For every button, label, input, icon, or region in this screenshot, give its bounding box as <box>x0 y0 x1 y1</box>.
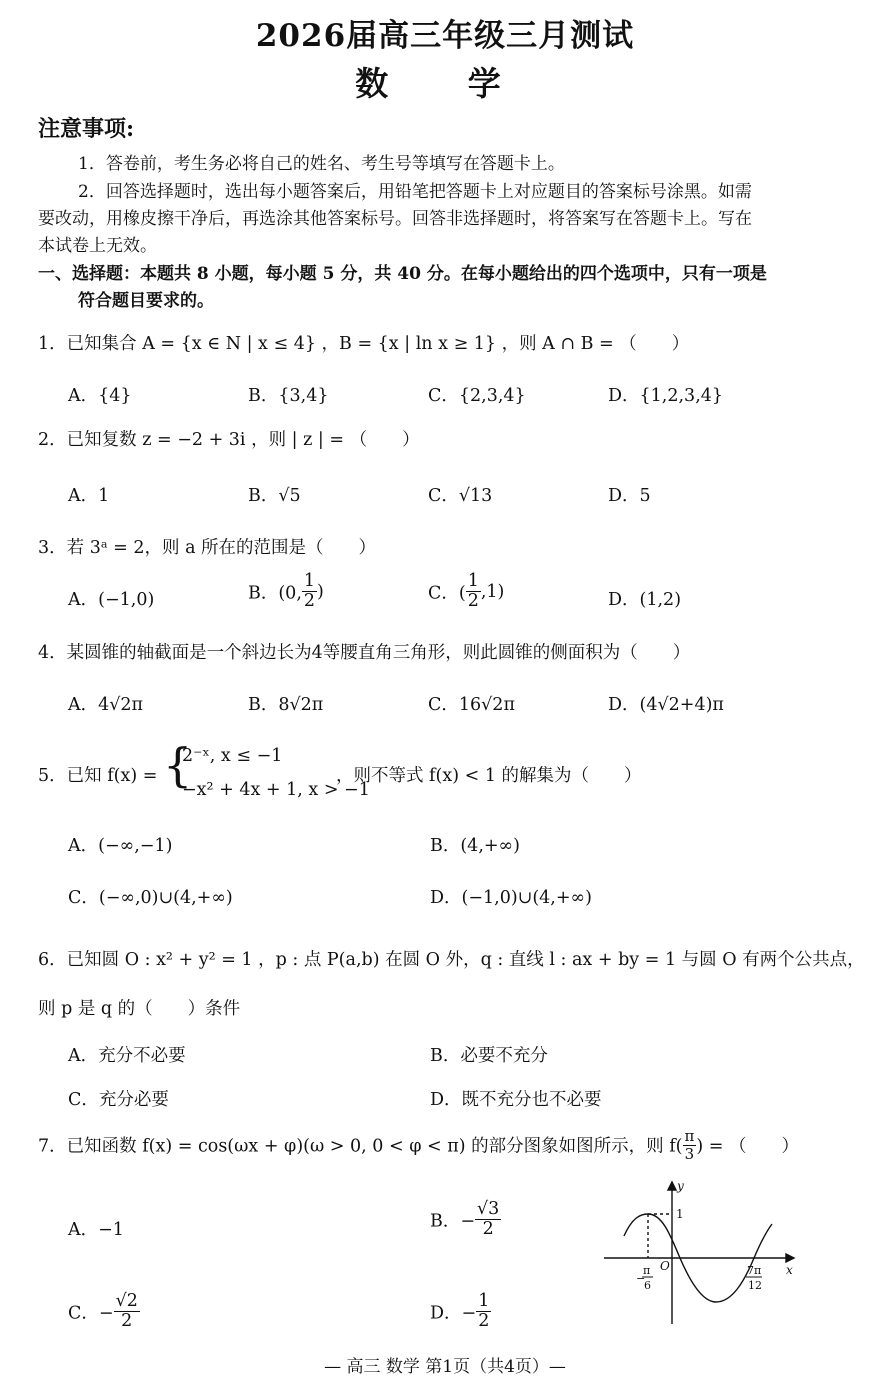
notice-item-1: 1．答卷前，考生务必将自己的姓名、考生号等填写在答题卡上。 <box>78 154 565 174</box>
question-5-piece-1: 2⁻ˣ, x ≤ −1 <box>182 746 283 766</box>
question-4-option-c: C．16√2π <box>428 695 515 715</box>
question-7-stem-prefix: 7．已知函数 f(x) = cos(ωx + φ)(ω > 0, 0 < φ < π) 的部分图象如图所示，则 f( <box>38 1136 683 1157</box>
y-tick-label: 1 <box>676 1207 684 1221</box>
question-6-option-a: A．充分不必要 <box>68 1046 186 1066</box>
x-tick-right-numerator: 7π <box>747 1264 762 1277</box>
fraction-numerator: √2 <box>115 1291 138 1311</box>
question-7-option-b <box>430 1200 501 1240</box>
question-5-stem-suffix: ，则不等式 f(x) < 1 的解集为（ ） <box>336 766 642 786</box>
fraction-numerator: √3 <box>477 1199 500 1219</box>
notice-item-2-line-3: 本试卷上无效。 <box>38 236 157 256</box>
notice-heading: 注意事项: <box>38 116 135 142</box>
question-6-option-b: B．必要不充分 <box>430 1046 548 1066</box>
question-4-stem: 4．某圆锥的轴截面是一个斜边长为4等腰直角三角形，则此圆锥的侧面积为（ ） <box>38 643 691 663</box>
question-1-stem: 1．已知集合 A = {x ∈ N | x ≤ 4} ，B = {x | ln x ≥ 1} ，则 A ∩ B = （ ） <box>38 334 690 354</box>
section-heading-line-1: 一、选择题：本题共 8 小题，每小题 5 分，共 40 分。在每小题给出的四个选项中，只有一项是 <box>38 264 767 284</box>
question-6-stem-line-2: 则 p 是 q 的（ ）条件 <box>38 999 241 1019</box>
exam-subject: 数 学 <box>355 64 535 103</box>
question-5-option-c: C．(−∞,0)∪(4,+∞) <box>68 888 233 908</box>
question-5-option-b: B．(4,+∞) <box>430 836 520 856</box>
question-7-stem-suffix: ) = （ ） <box>696 1136 799 1157</box>
fraction-pi-over-3 <box>683 1128 697 1162</box>
x-tick-left-denominator: 6 <box>644 1279 651 1292</box>
question-3-option-b <box>248 572 324 612</box>
fraction-denominator: 2 <box>121 1311 133 1332</box>
question-2-option-c: C．√13 <box>428 486 493 506</box>
option-b-suffix: ) <box>317 581 324 602</box>
question-6-option-d: D．既不充分也不必要 <box>430 1090 602 1110</box>
page-footer: — 高三 数学 第1页（共4页）— <box>324 1357 566 1377</box>
fraction-numerator: 1 <box>467 571 479 591</box>
question-2-option-a: A．1 <box>68 486 110 506</box>
x-axis-arrow-icon <box>786 1254 794 1262</box>
question-6-stem-line-1: 6．已知圆 O : x² + y² = 1 ，p : 点 P(a,b) 在圆 O 外，q : 直线 l : ax + by = 1 与圆 O 有两个公共点， <box>38 950 865 970</box>
fraction-denominator: 2 <box>303 591 316 612</box>
question-4-option-b: B．8√2π <box>248 695 324 715</box>
question-2-option-b: B．√5 <box>248 486 301 506</box>
fraction-denominator: 2 <box>467 591 479 612</box>
y-axis-label: y <box>677 1179 684 1193</box>
notice-item-2-line-1: 2．回答选择题时，选出每小题答案后，用铅笔把答题卡上对应题目的答案标号涂黑。如需 <box>78 182 752 202</box>
question-3-option-a: A．(−1,0) <box>68 590 155 610</box>
question-2-option-d: D．5 <box>608 486 651 506</box>
fraction-numerator: 1 <box>303 571 316 591</box>
fraction-denominator: 3 <box>684 1144 695 1163</box>
option-c-prefix: C．− <box>68 1303 114 1324</box>
left-brace: { <box>163 738 193 792</box>
question-7-option-a: A．−1 <box>68 1220 124 1240</box>
fraction-sqrt2-over-2 <box>114 1292 140 1332</box>
question-7-stem <box>38 1128 799 1162</box>
fraction-numerator: π <box>684 1127 695 1145</box>
question-1-option-a: A．{4} <box>68 386 132 406</box>
question-2-stem: 2．已知复数 z = −2 + 3i ，则 | z | = （ ） <box>38 430 420 450</box>
question-4-option-a: A．4√2π <box>68 695 144 715</box>
fraction-one-half <box>476 1292 491 1332</box>
cosine-graph <box>600 1178 800 1328</box>
section-heading-line-2: 符合题目要求的。 <box>78 291 214 311</box>
notice-item-2-line-2: 要改动，用橡皮擦干净后，再选涂其他答案标号。回答非选择题时，将答案写在答题卡上。写在 <box>38 209 752 229</box>
question-7-option-c <box>68 1292 140 1332</box>
x-axis-label: x <box>786 1263 793 1277</box>
question-3-option-d: D．(1,2) <box>608 590 682 610</box>
question-5-option-a: A．(−∞,−1) <box>68 836 173 856</box>
option-d-prefix: D．− <box>430 1303 477 1324</box>
option-c-suffix: ,1) <box>480 581 505 602</box>
x-tick-right-denominator: 12 <box>748 1279 762 1292</box>
option-b-prefix: B．− <box>430 1211 476 1232</box>
question-5-option-d: D．(−1,0)∪(4,+∞) <box>430 888 592 908</box>
question-5-stem-prefix: 5．已知 f(x) = <box>38 766 158 786</box>
fraction-denominator: 2 <box>478 1311 490 1332</box>
question-1-option-c: C．{2,3,4} <box>428 386 526 406</box>
question-1-option-b: B．{3,4} <box>248 386 329 406</box>
fraction-sqrt3-over-2 <box>475 1200 501 1240</box>
option-c-prefix: C．( <box>428 583 466 604</box>
question-1-option-d: D．{1,2,3,4} <box>608 386 724 406</box>
exam-title: 2026届高三年级三月测试 <box>255 18 635 54</box>
question-4-option-d: D．(4√2+4)π <box>608 695 724 715</box>
fraction-denominator: 2 <box>482 1219 494 1240</box>
origin-label: O <box>660 1259 670 1273</box>
option-b-prefix: B．(0, <box>248 583 302 604</box>
question-6-option-c: C．充分必要 <box>68 1090 169 1110</box>
x-tick-left-numerator: π <box>643 1264 651 1277</box>
question-5-piece-2: −x² + 4x + 1, x > −1 <box>182 780 370 800</box>
question-3-option-c <box>428 572 504 612</box>
y-axis-arrow-icon <box>668 1182 676 1190</box>
fraction-one-half <box>466 572 481 612</box>
question-7-option-d <box>430 1292 491 1332</box>
fraction-numerator: 1 <box>478 1291 490 1311</box>
fraction-one-half <box>302 572 317 612</box>
question-3-stem: 3．若 3ᵃ = 2，则 a 所在的范围是（ ） <box>38 538 377 558</box>
x-tick-left-sign: − <box>636 1272 646 1285</box>
